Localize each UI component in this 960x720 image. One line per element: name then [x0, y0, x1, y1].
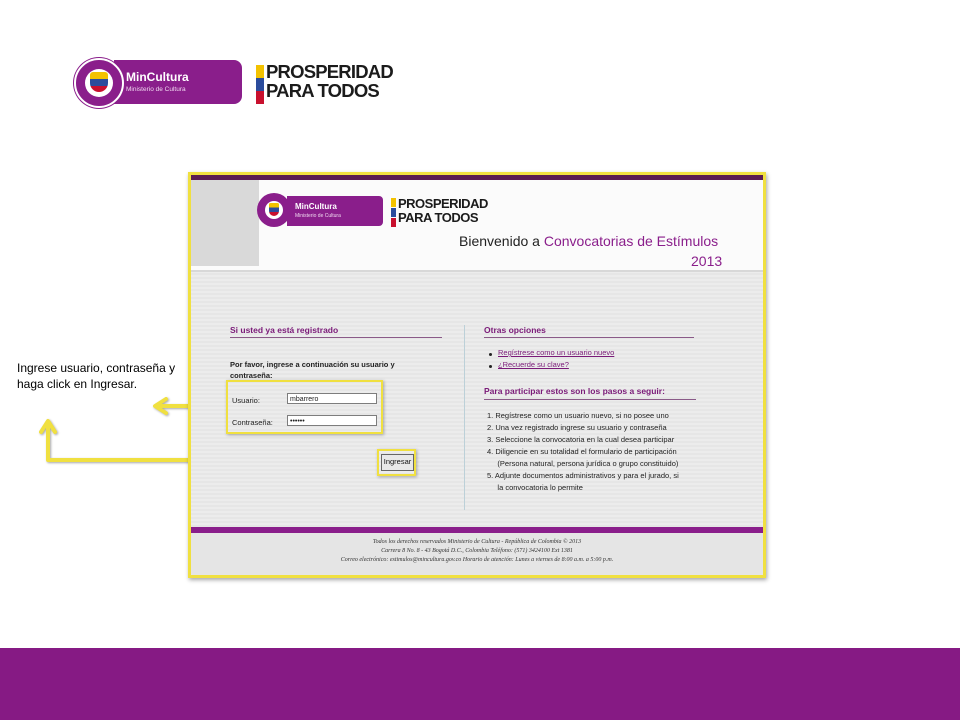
site-prosperidad-line2: PARA TODOS: [398, 210, 478, 225]
slide-footer-band: [0, 648, 960, 720]
site-mincultura-subtitle: Ministerio de Cultura: [295, 213, 341, 219]
prosperidad-logo-line1: PROSPERIDAD: [266, 61, 393, 82]
site-colombia-seal-icon: [257, 193, 291, 227]
user-input[interactable]: mbarrero: [287, 393, 377, 404]
step-item: 1. Regístrese como un usuario nuevo, si no posee uno: [487, 411, 669, 420]
step-item: 5. Adjunte documentos administrativos y para el jurado, si: [487, 471, 679, 480]
site-prosperidad-logo: [391, 197, 521, 231]
screenshot-frame: [188, 172, 766, 578]
welcome-title: Convocatorias de Estímulos: [543, 233, 719, 249]
welcome-year: 2013: [691, 253, 723, 269]
forgot-password-link[interactable]: ¿Recuerde su clave?: [498, 360, 569, 369]
login-section-title: Si usted ya está registrado: [230, 325, 339, 335]
site-mincultura-logo: [257, 193, 383, 227]
steps-section-title: Para participar estos son los pasos a seguir:: [484, 386, 665, 396]
callout-instructions: Ingrese usuario, contraseña y haga click en Ingresar.: [17, 361, 176, 391]
footer-line-2: Carrera 8 No. 8 - 43 Bogotá D.C., Colombia Teléfono: (571) 3424100 Ext 1381: [381, 548, 573, 554]
welcome-heading: [459, 233, 718, 249]
prosperidad-logo-line2: PARA TODOS: [266, 80, 379, 101]
site-prosperidad-line1: PROSPERIDAD: [398, 196, 488, 211]
step-item: 2. Una vez registrado ingrese su usuario y contraseña: [487, 423, 667, 432]
mincultura-logo-name: MinCultura: [126, 70, 189, 84]
column-divider: [464, 325, 465, 510]
site-mincultura-name: MinCultura: [295, 202, 337, 211]
footer-line-1: Todos los derechos reservados Ministerio de Cultura - República de Colombia © 2013: [372, 539, 582, 545]
user-label: Usuario:: [232, 396, 260, 405]
login-instructions: Por favor, ingrese a continuación su usuario y contraseña:: [230, 360, 395, 380]
step-item: 4. Diligencie en su totalidad el formulario de participación: [487, 447, 677, 456]
password-input[interactable]: ••••••: [287, 415, 377, 426]
step-item: (Persona natural, persona jurídica o grupo constituido): [487, 459, 679, 468]
step-item: 3. Seleccione la convocatoria en la cual desea participar: [487, 435, 675, 444]
options-section-title: Otras opciones: [484, 325, 546, 335]
ingresar-button[interactable]: Ingresar: [381, 454, 414, 471]
footer-line-3: Correo electrónico: estimulos@mincultura.gov.co Horario de atención: Lunes a viernes de 8:00 a.m. a 5:00 p.m.: [340, 557, 614, 563]
mincultura-logo-subtitle: Ministerio de Cultura: [126, 86, 186, 93]
welcome-prefix: Bienvenido a: [459, 233, 544, 249]
register-link[interactable]: Regístrese como un usuario nuevo: [498, 348, 615, 357]
password-label: Contraseña:: [232, 418, 273, 427]
step-item: la convocatoria lo permite: [487, 483, 583, 492]
